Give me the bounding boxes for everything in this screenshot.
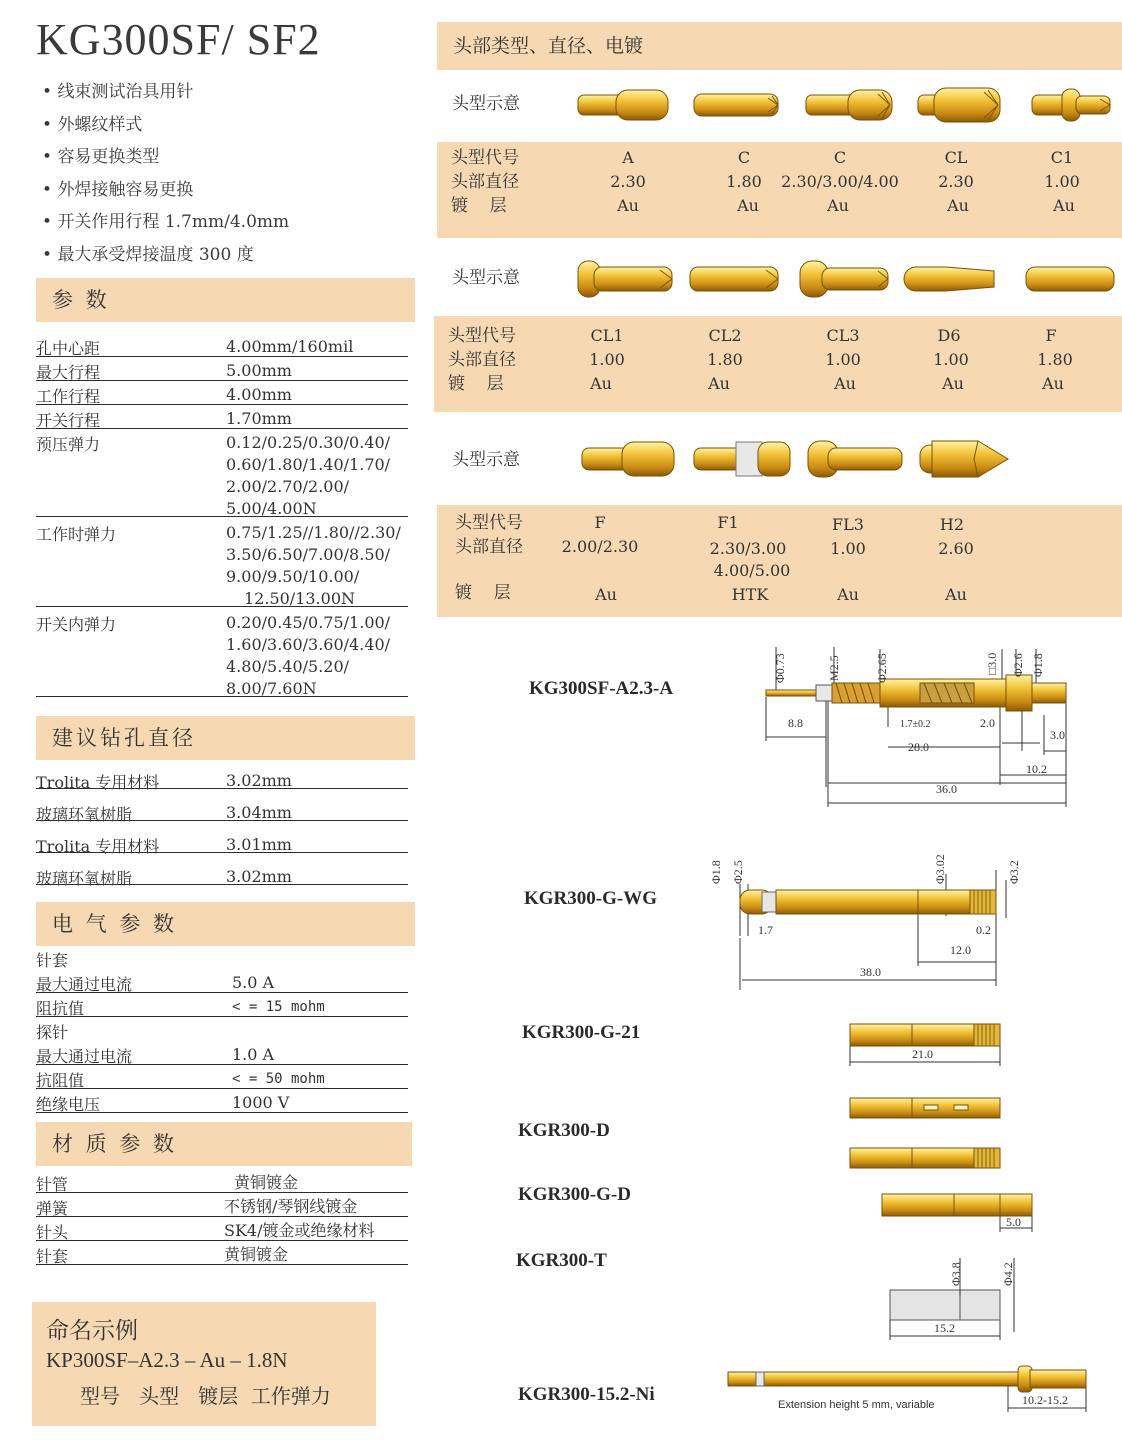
params-heading: 参 数: [52, 288, 110, 312]
electric-value: 1.0 A: [232, 1045, 275, 1064]
head-dia: 1.00: [825, 350, 861, 369]
dim-label: 10.2: [1026, 762, 1047, 776]
electric-heading: 电 气 参 数: [52, 912, 178, 936]
head-plate: Au: [942, 374, 964, 393]
head-code: C1: [1050, 148, 1074, 167]
head-plate: Au: [827, 196, 849, 215]
sketch-label: 头型示意: [452, 268, 520, 288]
param-row: [36, 360, 408, 381]
plate-label: 镀 层: [451, 196, 507, 216]
dim-label: Φ3.02: [933, 854, 947, 884]
drill-label: Trolita 专用材料: [36, 837, 160, 856]
head-d6-icon: [904, 267, 994, 291]
head-dia: 1.80: [707, 350, 743, 369]
electric-label: 针套: [36, 951, 69, 970]
head-dia: 2.30: [610, 172, 646, 191]
head-code: A: [622, 148, 634, 167]
head-table-group-1: [437, 142, 1122, 238]
part-name: KG300SF-A2.3-A: [529, 678, 674, 699]
sketch-label: 头型示意: [452, 94, 520, 114]
drill-label: 玻璃环氧树脂: [36, 869, 133, 888]
head-f-icon: [582, 442, 674, 476]
drill-value: 3.04mm: [226, 803, 292, 822]
dim-label: 21.0: [912, 1047, 933, 1061]
head-dia: 2.00/2.30: [561, 537, 639, 556]
param-row: [36, 522, 408, 607]
param-value: 4.00mm: [226, 385, 292, 404]
material-heading: 材 质 参 数: [52, 1132, 178, 1156]
head-plate: Au: [708, 374, 730, 393]
head-plate: Au: [1053, 196, 1075, 215]
drill-row: [36, 866, 408, 888]
head-sketch-row-1: [560, 80, 1122, 130]
part-name: KGR300-G-WG: [524, 888, 657, 909]
part-name: KGR300-D: [518, 1120, 610, 1141]
drill-value: 3.01mm: [226, 835, 292, 854]
dia-label: 头部直径: [451, 172, 519, 192]
param-row: [36, 336, 408, 357]
code-label: 头型代号: [448, 326, 516, 346]
dim-label: Φ2.65: [875, 653, 889, 683]
head-dia: 2.30/3.00: [709, 539, 787, 558]
material-section-header: [36, 1122, 412, 1166]
sketch-label: 头型示意: [452, 450, 520, 470]
ext-note: Extension height 5 mm, variable: [778, 1399, 935, 1411]
electric-row: [36, 996, 408, 1017]
param-label: 预压弹力: [36, 435, 101, 454]
head-f1-icon: [694, 442, 790, 476]
head-code: CL1: [590, 326, 624, 345]
electric-value: 1000 V: [232, 1093, 290, 1112]
dim-label: 12.0: [950, 943, 971, 957]
head-code: CL3: [826, 326, 860, 345]
head-plate: Au: [834, 374, 856, 393]
electric-value: < = 15 mohm: [232, 999, 325, 1015]
head-code: H2: [939, 515, 965, 534]
material-row: [36, 1220, 408, 1241]
product-title: KG300SF/ SF2: [36, 15, 321, 64]
head-plate: Au: [617, 196, 639, 215]
dim-label: 1.7±0.2: [900, 719, 931, 730]
drawing-kgr300-g-wg: [700, 840, 1030, 990]
head-plate: Au: [590, 374, 612, 393]
dim-label: 36.0: [936, 782, 957, 796]
electric-row: [36, 1068, 408, 1089]
naming-example: KP300SF–A2.3 – Au – 1.8N: [46, 1348, 288, 1372]
plate-label: 镀 层: [448, 374, 504, 394]
param-value: 4.00mm/160mil: [226, 337, 354, 356]
head-dia: 1.00: [589, 350, 625, 369]
param-value: 1.70mm: [226, 409, 292, 428]
dim-label: Φ0.73: [773, 653, 787, 683]
electric-row: [36, 1044, 408, 1065]
head-dia-extra: 4.00/5.00: [713, 561, 791, 580]
dim-label: Φ3.2: [1007, 860, 1021, 884]
param-value: 0.12/0.25/0.30/0.40/ 0.60/1.80/1.40/1.70/ 2.00/2.70/2.00/ 5.00/4.00N: [226, 433, 391, 518]
drill-value: 3.02mm: [226, 771, 292, 790]
dia-label: 头部直径: [455, 537, 523, 557]
part-name: KGR300-15.2-Ni: [518, 1384, 655, 1405]
dim-label: 15.2: [934, 1321, 955, 1335]
dim-label: 0.2: [976, 923, 991, 937]
electric-label: 最大通过电流: [36, 975, 133, 994]
electric-value: 5.0 A: [232, 973, 275, 992]
electric-label: 最大通过电流: [36, 1047, 133, 1066]
material-value: 黄铜镀金: [234, 1173, 299, 1192]
feature-item: • 容易更换类型: [42, 141, 289, 174]
dim-label: Φ1.8: [1031, 653, 1045, 677]
head-a-icon: [578, 90, 668, 120]
params-section-header: [36, 278, 415, 322]
drill-row: [36, 770, 408, 792]
material-row: [36, 1172, 408, 1193]
part-name: KGR300-G-21: [522, 1022, 641, 1043]
head-sketch-row-3: [560, 434, 1020, 484]
material-label: 弹簧: [36, 1199, 69, 1218]
electric-row: [36, 948, 408, 968]
dim-label: 28.0: [908, 740, 929, 754]
naming-example-box: [32, 1302, 376, 1426]
electric-row: [36, 1020, 408, 1040]
head-table-group-2: [434, 316, 1122, 412]
head-plate: Au: [595, 585, 617, 604]
head-code: CL2: [708, 326, 742, 345]
head-plate: Au: [945, 585, 967, 604]
head-code: C: [737, 148, 751, 167]
head-dia: 2.30: [938, 172, 974, 191]
code-label: 头型代号: [455, 513, 523, 533]
head-code: C: [833, 148, 847, 167]
head-dia: 1.80: [726, 172, 762, 191]
head-plate: Au: [737, 196, 759, 215]
param-value: 5.00mm: [226, 361, 292, 380]
drawing-kgr300-d-1: [846, 1094, 1006, 1124]
head-cl1-icon: [578, 261, 672, 297]
dim-label: 1.7: [758, 923, 773, 937]
drawing-kgr300-t: [884, 1250, 1034, 1342]
drill-heading: 建议钻孔直径: [52, 726, 196, 750]
param-label: 开关内弹力: [36, 615, 117, 634]
drill-value: 3.02mm: [226, 867, 292, 886]
param-row: [36, 384, 408, 405]
drawing-kgr300-g-d: [878, 1190, 1038, 1234]
material-row: [36, 1196, 408, 1217]
head-cl2-icon: [690, 267, 778, 291]
naming-legend: 型号 头型 镀层 工作弹力: [80, 1384, 331, 1408]
dim-label: Φ1.8: [709, 860, 723, 884]
param-label: 工作行程: [36, 387, 101, 406]
material-value: 黄铜镀金: [224, 1245, 289, 1264]
dim-label: 3.0: [1050, 728, 1065, 742]
dim-label: Φ2.6: [1011, 653, 1025, 677]
code-label: 头型代号: [451, 148, 519, 168]
electric-label: 抗阻值: [36, 1071, 85, 1090]
drill-row: [36, 802, 408, 824]
head-code: FL3: [832, 515, 864, 534]
head-dia: 2.60: [938, 539, 974, 558]
material-row: [36, 1244, 408, 1265]
electric-section-header: [36, 902, 415, 946]
feature-item: • 外螺纹样式: [42, 109, 289, 142]
head-plate: Au: [1042, 374, 1064, 393]
drill-label: Trolita 专用材料: [36, 773, 160, 792]
head-sketch-row-2: [560, 254, 1122, 304]
material-label: 针管: [36, 1175, 69, 1194]
dim-label: M2.5: [827, 655, 841, 681]
head-h2-icon: [920, 441, 1008, 477]
param-row: [36, 432, 408, 517]
head-code: D6: [937, 326, 961, 345]
material-value: 不锈钢/琴钢线镀金: [224, 1197, 358, 1216]
head-plate: Au: [947, 196, 969, 215]
head-f-icon: [1026, 267, 1114, 291]
head-fl3-icon: [808, 441, 902, 477]
dia-label: 头部直径: [448, 350, 516, 370]
part-name: KGR300-T: [516, 1250, 607, 1271]
dim-label: 10.2-15.2: [1022, 1393, 1068, 1407]
drawing-kgr300-d-2: [846, 1144, 1006, 1174]
head-dia: 2.30/3.00/4.00: [781, 172, 899, 191]
head-code: CL: [944, 148, 968, 167]
head-plate: HTK: [731, 585, 769, 604]
electric-value: < = 50 mohm: [232, 1071, 325, 1087]
param-value: 0.20/0.45/0.75/1.00/ 1.60/3.60/3.60/4.40/ 4.80/5.40/5.20/ 8.00/7.60N: [226, 613, 391, 698]
drawing-kgr300-15-2-ni: [724, 1360, 1092, 1414]
dim-label: □3.0: [985, 652, 999, 675]
drawing-kg300sf-a: [740, 635, 1110, 810]
param-label: 工作时弹力: [36, 525, 117, 544]
electric-label: 探针: [36, 1023, 69, 1042]
drill-label: 玻璃环氧树脂: [36, 805, 133, 824]
dim-label: 5.0: [1006, 1215, 1021, 1229]
head-dia: 1.00: [1044, 172, 1080, 191]
plate-label: 镀 层: [455, 583, 511, 603]
head-cl3-icon: [800, 261, 888, 297]
param-label: 最大行程: [36, 363, 101, 382]
drawing-kgr300-g-21: [846, 1020, 1006, 1070]
param-value: 0.75/1.25//1.80//2.30/ 3.50/6.50/7.00/8.50/ 9.00/9.50/10.00/ 12.50/13.00N: [226, 523, 401, 608]
electric-label: 阻抗值: [36, 999, 85, 1018]
head-crown-icon: [918, 88, 1000, 122]
param-row: [36, 612, 408, 697]
material-label: 针头: [36, 1223, 69, 1242]
material-value: SK4/镀金或绝缘材料: [224, 1221, 375, 1240]
feature-list: [42, 76, 289, 272]
electric-row: [36, 1092, 408, 1113]
drill-section-header: [36, 716, 415, 760]
head-dia: 1.00: [933, 350, 969, 369]
param-row: [36, 408, 408, 429]
naming-heading: 命名示例: [46, 1318, 138, 1344]
dim-label: 8.8: [788, 716, 803, 730]
param-label: 开关行程: [36, 411, 101, 430]
electric-row: [36, 972, 408, 993]
dim-label: Φ3.8: [949, 1262, 963, 1286]
dim-label: Φ2.5: [731, 860, 745, 884]
head-code: F: [594, 513, 606, 532]
feature-item: • 开关作用行程 1.7mm/4.0mm: [42, 206, 289, 239]
head-code: F1: [717, 513, 739, 532]
head-table-group-3: [437, 505, 1122, 617]
feature-item: • 线束测试治具用针: [42, 76, 289, 109]
head-dia: 1.80: [1037, 350, 1073, 369]
heads-section-header: [437, 22, 1122, 70]
head-dia: 1.00: [830, 539, 866, 558]
electric-label: 绝缘电压: [36, 1095, 101, 1114]
feature-item: • 最大承受焊接温度 300 度: [42, 239, 289, 272]
material-label: 针套: [36, 1247, 69, 1266]
dim-label: 2.0: [980, 716, 995, 730]
dim-label: 38.0: [860, 965, 881, 979]
head-crown-icon: [806, 90, 892, 120]
head-crown-icon: [694, 94, 778, 116]
dim-label: Φ4.2: [1001, 1262, 1015, 1286]
heads-heading: 头部类型、直径、电镀: [453, 35, 644, 57]
feature-item: • 外焊接触容易更换: [42, 174, 289, 207]
head-plate: Au: [837, 585, 859, 604]
head-crown-icon: [1032, 89, 1110, 121]
param-label: 孔中心距: [36, 339, 101, 358]
drill-row: [36, 834, 408, 856]
part-name: KGR300-G-D: [518, 1184, 631, 1205]
head-code: F: [1045, 326, 1057, 345]
